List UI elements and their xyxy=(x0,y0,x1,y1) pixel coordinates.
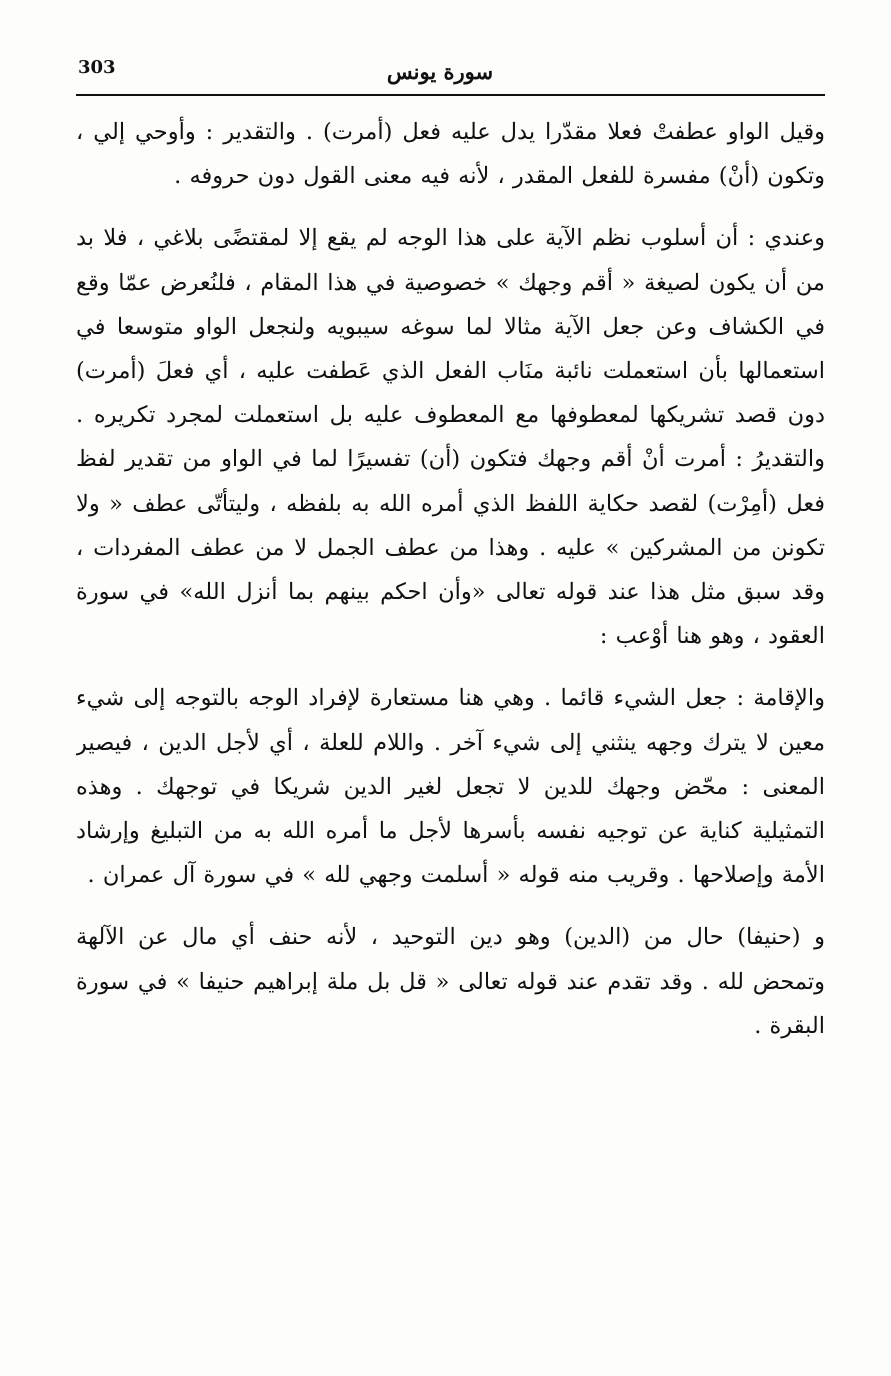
paragraph: وقيل الواو عطفتْ فعلا مقدّرا يدل عليه فعل (أمرت) . والتقدير : وأوحي إلي ، وتكون (أنْ) مفسرة للفعل المقدر ، لأنه فيه معنى القول دون حروفه . xyxy=(76,119,825,190)
paragraph: وعندي : أن أسلوب نظم الآية على هذا الوجه لم يقع إلا لمقتضًى بلاغي ، فلا بد من أن يكون لصيغة « أقم وجهك » خصوصية في هذا المقام ، فلنُعرض عمّا وقع في الكشاف وعن جعل الآية مثالا لما سوغه سيبويه ولنجعل الواو متوسعا في استعمالها بأن استعملت نائبة منَاب الفعل الذي عَطفت عليه ، أي فعلَ (أمرت) دون قصد تشريكها لمعطوفها مع المعطوف عليه بل استعملت لمجرد تكريره . والتقديرُ : أمرت أنْ أقم وجهك فتكون (أن) تفسيرًا لما في الواو من تقدير لفظ فعل (أمِرْت) لقصد حكاية اللفظ الذي أمره الله به بلفظه ، وليتأتّى عطف « ولا تكونن من المشركين » عليه . وهذا من عطف الجمل لا من عطف المفردات ، وقد سبق مثل هذا عند قوله تعالى «وأن احكم بينهم بما أنزل الله» في سورة العقود ، وهو هنا أوْعب : xyxy=(76,225,825,650)
header-rule xyxy=(76,94,825,96)
page-body xyxy=(76,110,825,1340)
paragraph: والإقامة : جعل الشيء قائما . وهي هنا مستعارة لإفراد الوجه بالتوجه إلى شيء معين لا يترك وجهه ينثني إلى شيء آخر . واللام للعلة ، أي لأجل الدين ، فيصير المعنى : محّض وجهك للدين لا تجعل لغير الدين شريكا في توجهك . وهذه التمثيلية كناية عن توجيه نفسه بأسرها لأجل ما أمره الله به من التبليغ وإرشاد الأمة وإصلاحها . وقريب منه قوله « أسلمت وجهي لله » في سورة آل عمران . xyxy=(76,685,825,889)
running-title: سورة يونس xyxy=(386,59,494,84)
page-number: 303 xyxy=(78,57,116,78)
paragraph: و (حنيفا) حال من (الدين) وهو دين التوحيد ، لأنه حنف أي مال عن الآلهة وتمحض لله . وقد تقدم عند قوله تعالى « قل بل ملة إبراهيم حنيفا » في سورة البقرة . xyxy=(76,924,825,1039)
